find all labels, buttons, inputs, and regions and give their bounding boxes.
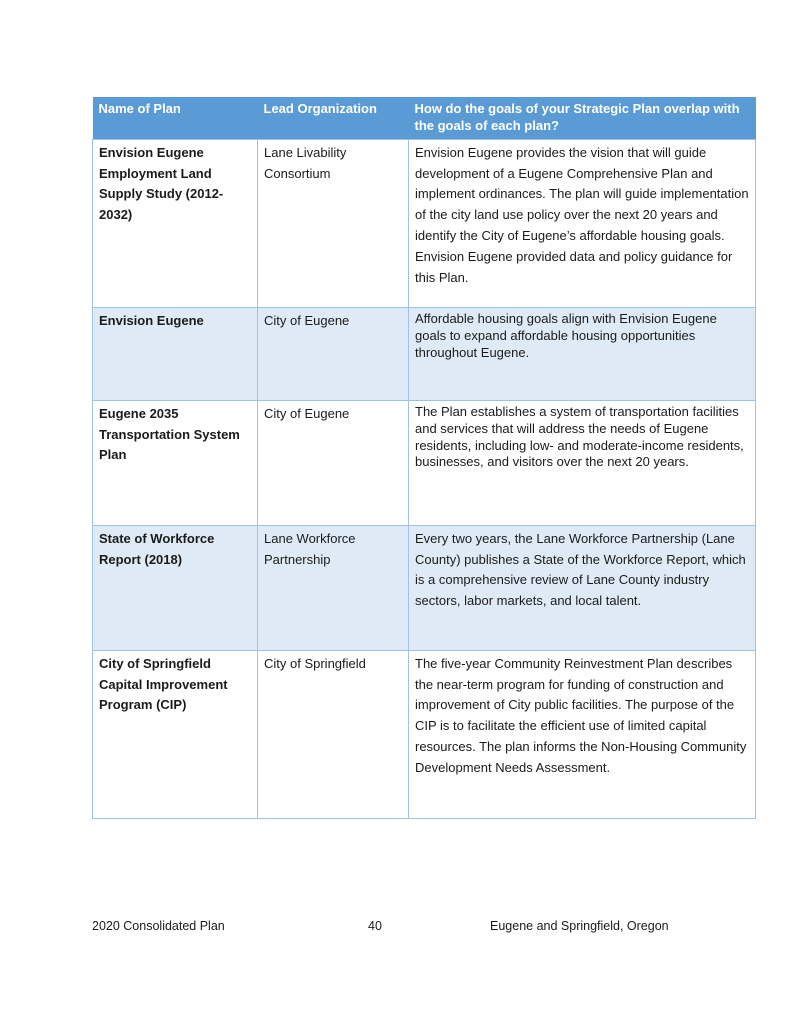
footer-location: Eugene and Springfield, Oregon — [490, 919, 669, 933]
plan-name-cell: Envision Eugene — [93, 307, 258, 400]
lead-org-cell: City of Eugene — [258, 400, 409, 525]
lead-org-cell: Lane Workforce Partnership — [258, 525, 409, 650]
lead-org-cell: City of Springfield — [258, 650, 409, 818]
header-name-of-plan: Name of Plan — [93, 97, 258, 139]
header-goals-overlap: How do the goals of your Strategic Plan overlap with the goals of each plan? — [409, 97, 756, 139]
header-lead-organization: Lead Organization — [258, 97, 409, 139]
plan-name-cell: Envision Eugene Employment Land Supply Study (2012-2032) — [93, 139, 258, 307]
plan-name-cell: City of Springfield Capital Improvement Program (CIP) — [93, 650, 258, 818]
table-row — [93, 400, 756, 525]
plans-table — [92, 97, 756, 819]
lead-org-cell: City of Eugene — [258, 307, 409, 400]
page-footer — [0, 919, 800, 937]
footer-document-title: 2020 Consolidated Plan — [92, 919, 225, 933]
lead-org-cell: Lane Livability Consortium — [258, 139, 409, 307]
table-row — [93, 139, 756, 307]
table-row — [93, 650, 756, 818]
footer-page-number: 40 — [368, 919, 382, 933]
overlap-cell: Every two years, the Lane Workforce Partnership (Lane County) publishes a State of the Workforce Report, which is a comprehensive review of Lane County industry sectors, labor markets, and local talent. — [409, 525, 756, 650]
overlap-cell: The Plan establishes a system of transportation facilities and services that will address the needs of Eugene residents, including low- and moderate-income residents, businesses, and visitors over the next 20 years. — [409, 400, 756, 525]
plan-name-cell: State of Workforce Report (2018) — [93, 525, 258, 650]
plan-name-cell: Eugene 2035 Transportation System Plan — [93, 400, 258, 525]
overlap-cell: Envision Eugene provides the vision that will guide development of a Eugene Comprehensive Plan and implement ordinances. The plan will guide implementation of the city land use policy over the next 20 years and identify the City of Eugene’s affordable housing goals. Envision Eugene provided data and policy guidance for this Plan. — [409, 139, 756, 307]
table-row — [93, 307, 756, 400]
overlap-cell: The five-year Community Reinvestment Plan describes the near-term program for funding of construction and improvement of City public facilities. The purpose of the CIP is to facilitate the efficient use of limited capital resources. The plan informs the Non-Housing Community Development Needs Assessment. — [409, 650, 756, 818]
overlap-cell: Affordable housing goals align with Envision Eugene goals to expand affordable housing opportunities throughout Eugene. — [409, 307, 756, 400]
table-header-row — [93, 97, 756, 139]
table-row — [93, 525, 756, 650]
